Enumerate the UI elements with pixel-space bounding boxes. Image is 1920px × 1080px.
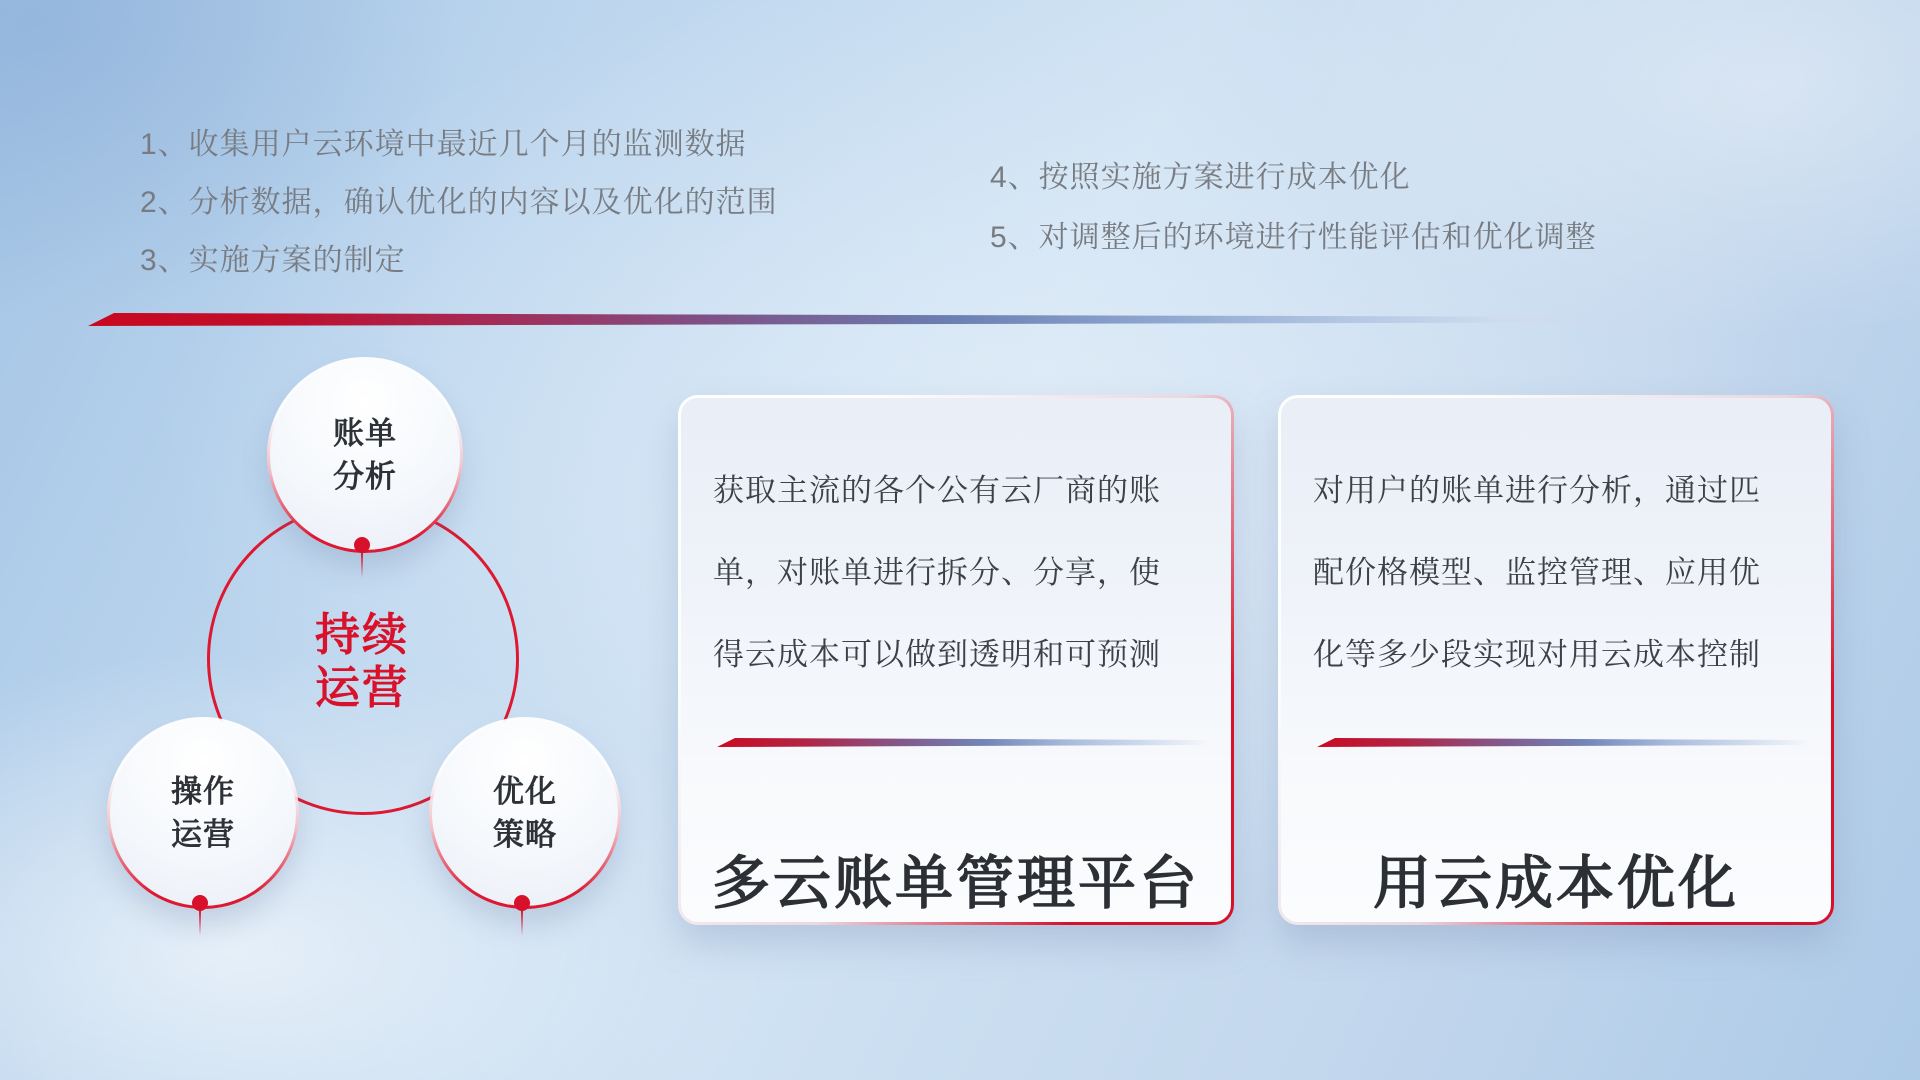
card-body-line: 单，对账单进行拆分、分享，使 xyxy=(713,555,1161,590)
card-accent-underline xyxy=(717,738,1207,747)
node-label-line: 策略 xyxy=(493,817,557,852)
card-body-line: 得云成本可以做到透明和可预测 xyxy=(713,637,1161,672)
node-label-line: 运营 xyxy=(171,817,235,852)
process-step-2: 2、分析数据，确认优化的内容以及优化的范围 xyxy=(140,186,778,219)
cycle-node-operations-label xyxy=(110,720,296,906)
card-multicloud-billing-surface xyxy=(681,398,1231,922)
cycle-center-line2: 运营 xyxy=(314,662,409,713)
node-label-line: 分析 xyxy=(333,459,397,494)
cycle-node-bill-analysis xyxy=(267,357,463,553)
node-label-line: 操作 xyxy=(171,774,235,809)
divider-swoosh xyxy=(88,313,1658,326)
process-steps-left xyxy=(140,116,778,290)
process-step-1: 1、收集用户云环境中最近几个月的监测数据 xyxy=(140,128,747,161)
card-body-text xyxy=(713,450,1161,696)
cycle-center-line1: 持续 xyxy=(314,609,409,660)
card-cloud-cost-optimization xyxy=(1278,395,1834,925)
node-label-line: 账单 xyxy=(333,416,397,451)
card-body-line: 对用户的账单进行分析，通过匹 xyxy=(1313,473,1761,508)
process-step-4: 4、按照实施方案进行成本优化 xyxy=(990,161,1411,194)
cycle-center-label xyxy=(282,608,442,714)
card-body-text xyxy=(1313,450,1761,696)
card-accent-underline xyxy=(1317,738,1807,747)
process-step-5: 5、对调整后的环境进行性能评估和优化调整 xyxy=(990,221,1597,254)
cycle-node-operations xyxy=(107,717,299,909)
card-body-line: 配价格模型、监控管理、应用优 xyxy=(1313,555,1761,590)
pin-icon xyxy=(354,537,370,553)
pin-icon xyxy=(192,895,208,911)
cycle-node-optimization-strategy xyxy=(429,717,621,909)
card-body-line: 获取主流的各个公有云厂商的账 xyxy=(713,473,1161,508)
cycle-node-bill-analysis-label xyxy=(270,360,460,550)
cycle-node-optimization-strategy-label xyxy=(432,720,618,906)
card-title: 多云账单管理平台 xyxy=(711,851,1200,916)
node-label-line: 优化 xyxy=(493,774,557,809)
process-step-3: 3、实施方案的制定 xyxy=(140,244,406,277)
card-cloud-cost-optimization-surface xyxy=(1281,398,1831,922)
card-title: 用云成本优化 xyxy=(1372,851,1739,916)
process-steps-right xyxy=(990,148,1597,268)
card-multicloud-billing xyxy=(678,395,1234,925)
pin-icon xyxy=(514,895,530,911)
card-body-line: 化等多少段实现对用云成本控制 xyxy=(1313,637,1761,672)
